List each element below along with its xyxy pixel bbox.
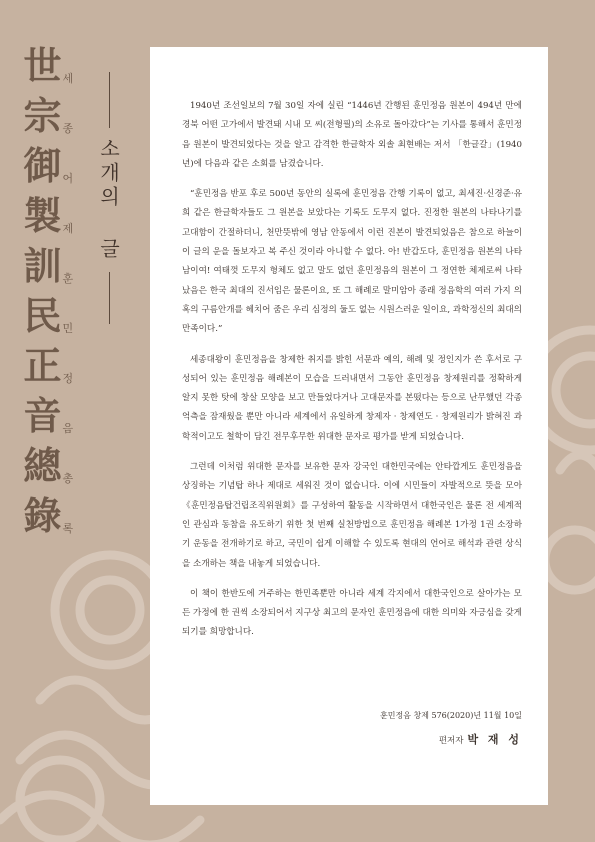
paragraph: 그런데 이처럼 위대한 문자를 보유한 문자 강국인 대한민국에는 안타깝게도 훈민정음을 상징하는 기념탑 하나 제대로 세워진 것이 없습니다. 이에 시민들이 자발적으로 뜻을 모아 《훈민정음탑건립조직위원회》를 구성하여 활동을 시작하면서 대한국인은 물론 전 세계적인 관심과 동참을 유도하기 위한 첫 번째 실천방법으로 훈민정음 해례본 1가정 1권 소장하기 운동을 전개하기로 하고, 국민이 쉽게 이해할 수 있도록 현대의 언어로 해석과 관련 상식을 소개하는 책을 내놓게 되었습니다. bbox=[182, 462, 522, 569]
vertical-title bbox=[24, 38, 72, 538]
title-reading: 민 bbox=[62, 322, 74, 335]
title-char bbox=[24, 338, 73, 388]
section-label-column bbox=[96, 72, 122, 324]
title-char bbox=[24, 288, 73, 338]
title-char bbox=[24, 88, 73, 138]
title-hanja: 總 bbox=[23, 443, 62, 488]
title-reading: 세 bbox=[62, 72, 74, 85]
title-hanja: 御 bbox=[23, 143, 62, 188]
title-reading: 제 bbox=[62, 222, 74, 235]
body-text bbox=[182, 97, 522, 654]
title-hanja: 宗 bbox=[23, 93, 62, 138]
title-char bbox=[24, 188, 73, 238]
title-hanja: 音 bbox=[23, 393, 62, 438]
paragraph: 세종대왕이 훈민정음을 창제한 취지를 밝힌 서문과 예의, 해례 및 정인지가 쓴 후서로 구성되어 있는 훈민정음 해례본이 모습을 드러내면서 그동안 훈민정음 창제원리를 정확하게 알지 못한 탓에 창살 모양을 보고 만들었다거나 고대문자를 본떴다는 등으로 난무했던 각종 억측을 잠재웠을 뿐만 아니라 세계에서 유일하게 창제자 · 창제연도 · 창제원리가 밝혀진 과학적이고도 철학이 담긴 전무후무한 위대한 문자로 평가를 받게 되었습니다. bbox=[182, 354, 522, 442]
title-char bbox=[24, 238, 73, 288]
title-hanja: 正 bbox=[23, 343, 62, 388]
quote-paragraph: “훈민정음 반포 후로 500년 동안의 실록에 훈민정음 간행 기록이 없고, 최세진·신경준·유희 같은 한글학자들도 그 원본을 보았다는 기록도 도무지 없다. 진정한 원본의 나타나기를 고대함이 간절하더니, 천만뜻밖에 영남 안동에서 이런 진본이 발견되었음은 참으로 하늘이 이 글의 운을 돌보자고 복 주신 것이라 아니할 수 없다. 아! 반갑도다, 훈민정음 원본의 나타남이여! 여태껏 도무지 형체도 없고 말도 없던 훈민정음의 원본이 그 정연한 체제로써 나타났음은 한국 최대의 진서임은 물론이요, 또 그 해례로 말미암아 종래 정음학의 여러 가지 의혹의 구름안개를 헤치어 줌은 우리 심정의 둘도 없는 시원스러운 일이요, 과학정신의 최대의 만족이다.” bbox=[182, 189, 522, 335]
paragraph: 이 책이 한반도에 거주하는 한민족뿐만 아니라 세계 각지에서 대한국인으로 살아가는 모든 가정에 한 권씩 소장되어서 지구상 최고의 문자인 훈민정음에 대한 의미와 자긍심을 갖게 되기를 희망합니다. bbox=[182, 588, 522, 638]
section-label: 소개의 글 bbox=[96, 138, 121, 262]
title-reading: 훈 bbox=[62, 272, 74, 285]
divider bbox=[109, 272, 110, 324]
title-hanja: 訓 bbox=[23, 243, 62, 288]
title-reading: 총 bbox=[62, 472, 74, 485]
author-role: 편저자 bbox=[438, 736, 464, 746]
divider bbox=[109, 72, 110, 128]
signature-date: 훈민정음 창제 576(2020)년 11월 10일 bbox=[380, 711, 522, 720]
title-hanja: 世 bbox=[23, 43, 62, 88]
title-hanja: 民 bbox=[23, 293, 62, 338]
author-name: 박 재 성 bbox=[467, 733, 522, 746]
title-reading: 어 bbox=[62, 172, 74, 185]
title-char bbox=[24, 488, 73, 538]
title-char bbox=[24, 438, 73, 488]
title-hanja: 錄 bbox=[23, 493, 62, 538]
title-char bbox=[24, 388, 73, 438]
title-char bbox=[24, 138, 73, 188]
paragraph: 1940년 조선일보의 7월 30일 자에 실린 “1446년 간행된 훈민정음 원본이 494년 만에 경북 어떤 고가에서 발견돼 시내 모 씨(전형필)의 소유로 돌아갔다”는 기사를 통해서 훈민정음 원본이 발견되었다는 것을 알고 감격한 한글학자 외솔 최현배는 저서 「한글갈」(1940년)에 다음과 같은 소회를 남겼습니다. bbox=[182, 101, 523, 169]
title-hanja: 製 bbox=[23, 193, 62, 238]
signature-author bbox=[330, 728, 522, 747]
title-char bbox=[24, 38, 73, 88]
title-reading: 음 bbox=[62, 422, 74, 435]
title-reading: 종 bbox=[62, 122, 74, 135]
title-reading: 록 bbox=[62, 522, 74, 535]
title-reading: 정 bbox=[62, 372, 74, 385]
